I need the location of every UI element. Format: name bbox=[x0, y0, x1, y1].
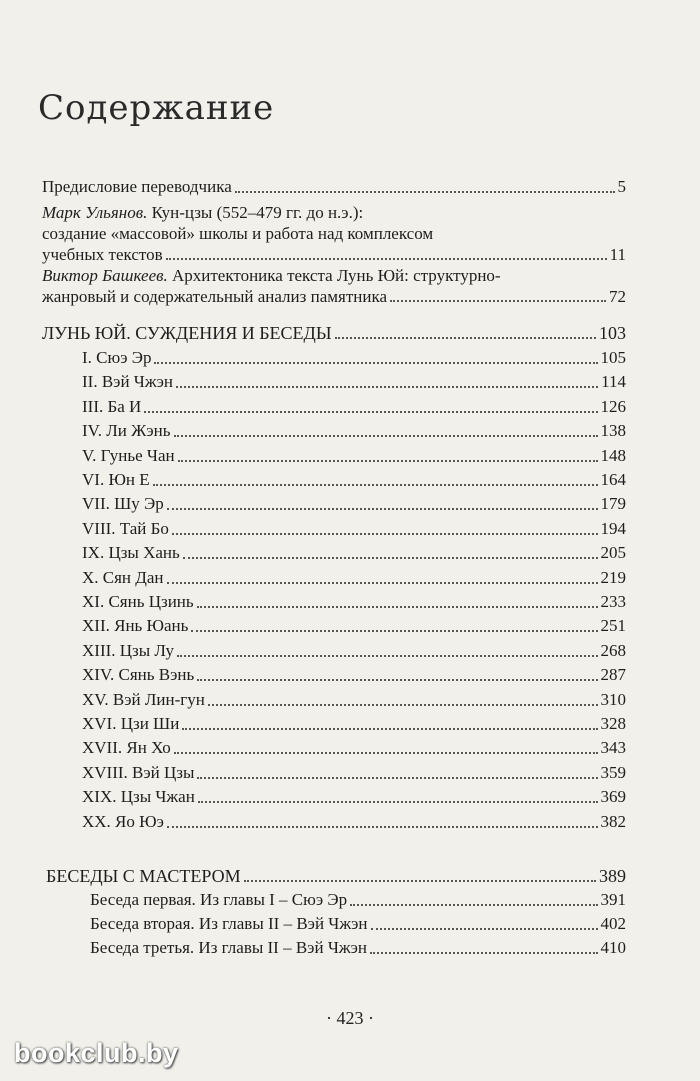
leader-dots bbox=[167, 826, 598, 828]
article-title-line: учебных текстов bbox=[42, 245, 163, 264]
toc-entry-label: IX. Цзы Хань bbox=[82, 543, 180, 563]
conversation-entry[interactable] bbox=[90, 937, 626, 959]
chapter-entry[interactable] bbox=[82, 567, 626, 589]
leader-dots bbox=[176, 386, 598, 388]
leader-dots bbox=[177, 655, 597, 657]
chapter-entry[interactable] bbox=[82, 518, 626, 540]
leader-dots bbox=[198, 801, 598, 803]
leader-dots bbox=[208, 704, 598, 706]
conversation-entry[interactable] bbox=[90, 913, 626, 935]
page-title: Содержание bbox=[38, 88, 275, 128]
leader-dots bbox=[335, 337, 596, 339]
toc-entry-page: 138 bbox=[600, 421, 626, 441]
leader-dots bbox=[390, 300, 606, 302]
toc-entry-page: 105 bbox=[600, 348, 626, 367]
toc-entry-page: 310 bbox=[600, 689, 626, 709]
leader-dots bbox=[174, 435, 598, 437]
leader-dots bbox=[350, 904, 597, 906]
toc-entry-page: 251 bbox=[600, 616, 626, 636]
article-author: Виктор Башкеев. bbox=[42, 266, 168, 285]
toc-entry-page: 148 bbox=[600, 445, 626, 465]
section-label: ЛУНЬ ЮЙ. СУЖДЕНИЯ И БЕСЕДЫ bbox=[42, 323, 332, 343]
toc-entry-label: Беседа вторая. Из главы II – Вэй Чжэн bbox=[90, 914, 368, 933]
chapter-entry[interactable] bbox=[82, 396, 626, 418]
chapter-entry[interactable] bbox=[82, 640, 626, 662]
leader-dots bbox=[197, 606, 598, 608]
chapter-entry[interactable] bbox=[82, 371, 626, 393]
section-label: БЕСЕДЫ С МАСТЕРОМ bbox=[46, 866, 241, 886]
leader-dots bbox=[167, 582, 598, 584]
toc-entry-page: 5 bbox=[617, 177, 626, 196]
toc-entry-page: 219 bbox=[600, 567, 626, 587]
chapter-entry[interactable] bbox=[82, 615, 626, 637]
leader-dots bbox=[166, 258, 607, 260]
leader-dots bbox=[197, 777, 597, 779]
leader-dots bbox=[191, 630, 597, 632]
chapter-entry[interactable] bbox=[82, 762, 626, 784]
leader-dots bbox=[371, 928, 598, 930]
watermark-logo: bookclub.by bbox=[14, 1038, 179, 1068]
toc-entry-page: 402 bbox=[600, 914, 626, 933]
toc-entry-page: 164 bbox=[600, 470, 626, 489]
toc-entry-page: 114 bbox=[601, 372, 626, 392]
chapter-entry[interactable] bbox=[82, 786, 626, 808]
toc-entry-label: XVI. Цзи Ши bbox=[82, 714, 180, 733]
toc-entry-label: X. Сян Дан bbox=[82, 567, 164, 587]
chapter-entry[interactable] bbox=[82, 713, 626, 735]
toc-entry-label: Беседа первая. Из главы I – Сюэ Эр bbox=[90, 890, 348, 909]
toc-entry-label: VI. Юн Е bbox=[82, 470, 150, 489]
toc-entry-page: 328 bbox=[600, 714, 626, 733]
chapter-entry[interactable] bbox=[82, 347, 626, 369]
toc-entry-label: XIII. Цзы Лу bbox=[82, 640, 175, 660]
toc-entry-page: 11 bbox=[609, 245, 626, 264]
leader-dots bbox=[235, 191, 615, 193]
toc-entry-page: 287 bbox=[600, 665, 626, 685]
toc-entry-page: 410 bbox=[600, 938, 626, 957]
chapter-entry[interactable] bbox=[82, 420, 626, 442]
toc-entry-label: II. Вэй Чжэн bbox=[82, 372, 173, 392]
article-title-line: Архитектоника текста Лунь Юй: структурно- bbox=[172, 266, 501, 285]
leader-dots bbox=[144, 411, 597, 413]
toc-entry-page: 391 bbox=[600, 890, 626, 909]
leader-dots bbox=[172, 533, 598, 535]
toc-entry-label: XX. Яо Юэ bbox=[82, 811, 164, 831]
toc-entry-page: 126 bbox=[600, 396, 626, 416]
toc-entry-label: XV. Вэй Лин-гун bbox=[82, 689, 205, 709]
toc-section-conversations[interactable] bbox=[46, 865, 626, 887]
article-title-line: создание «массовой» школы и работа над комплексом bbox=[42, 224, 434, 243]
leader-dots bbox=[174, 752, 598, 754]
chapter-entry[interactable] bbox=[82, 542, 626, 564]
article-title-line: Кун-цзы (552–479 гг. до н.э.): bbox=[151, 203, 364, 222]
toc-entry-page: 343 bbox=[600, 738, 626, 758]
chapter-entry[interactable] bbox=[82, 469, 626, 491]
toc-entry-label: XIV. Сянь Вэнь bbox=[82, 665, 195, 685]
chapter-entry[interactable] bbox=[82, 591, 626, 613]
chapter-entry[interactable] bbox=[82, 811, 626, 833]
page-number: · 423 · bbox=[326, 1008, 374, 1028]
toc-entry-label: XVII. Ян Хо bbox=[82, 738, 171, 758]
toc-entry-label: Предисловие переводчика bbox=[42, 177, 232, 196]
toc-entry-page: 205 bbox=[600, 543, 626, 563]
article-author: Марк Ульянов. bbox=[42, 203, 148, 222]
leader-dots bbox=[197, 679, 597, 681]
toc-entry-page: 382 bbox=[600, 811, 626, 831]
toc-entry-page: 233 bbox=[600, 592, 626, 611]
chapter-entry[interactable] bbox=[82, 445, 626, 467]
section-page: 389 bbox=[599, 866, 626, 886]
toc-entry-page: 179 bbox=[600, 494, 626, 514]
leader-dots bbox=[182, 728, 597, 730]
leader-dots bbox=[154, 362, 597, 364]
toc-entry-article-ulyanov[interactable] bbox=[42, 202, 626, 265]
toc-entry-label: IV. Ли Жэнь bbox=[82, 421, 171, 441]
toc-entry-label: VIII. Тай Бо bbox=[82, 518, 169, 538]
toc-entry-page: 359 bbox=[600, 762, 626, 782]
article-title-line: жанровый и содержательный анализ памятника bbox=[42, 287, 387, 306]
conversation-entry[interactable] bbox=[90, 889, 626, 911]
leader-dots bbox=[244, 880, 596, 882]
toc-entry-label: XI. Сянь Цзинь bbox=[82, 592, 194, 611]
toc-entry-label: III. Ба И bbox=[82, 396, 142, 416]
chapter-entry[interactable] bbox=[82, 737, 626, 759]
leader-dots bbox=[178, 460, 598, 462]
toc-entry-label: Беседа третья. Из главы II – Вэй Чжэн bbox=[90, 938, 368, 957]
chapter-entry[interactable] bbox=[82, 493, 626, 515]
section-page: 103 bbox=[599, 323, 626, 343]
toc-entry-page: 194 bbox=[600, 518, 626, 538]
chapter-entry[interactable] bbox=[82, 664, 626, 686]
leader-dots bbox=[370, 952, 597, 954]
toc-entry-label: XIX. Цзы Чжан bbox=[82, 787, 195, 807]
toc-entry-label: V. Гунье Чан bbox=[82, 445, 175, 465]
leader-dots bbox=[183, 557, 598, 559]
chapter-entry[interactable] bbox=[82, 689, 626, 711]
toc-entry-page: 369 bbox=[600, 787, 626, 807]
toc-entry-label: VII. Шу Эр bbox=[82, 494, 164, 514]
toc-entry-article-bashkeev[interactable] bbox=[42, 265, 626, 307]
toc-section-lun-yu[interactable] bbox=[42, 322, 626, 344]
toc-entry-label: I. Сюэ Эр bbox=[82, 348, 152, 367]
toc-entry-page: 72 bbox=[609, 287, 626, 306]
toc-entry-label: XII. Янь Юань bbox=[82, 616, 189, 636]
leader-dots bbox=[167, 508, 598, 510]
toc-entry-preface[interactable] bbox=[42, 176, 626, 198]
toc-entry-page: 268 bbox=[600, 640, 626, 660]
toc-entry-label: XVIII. Вэй Цзы bbox=[82, 762, 195, 782]
leader-dots bbox=[153, 484, 598, 486]
